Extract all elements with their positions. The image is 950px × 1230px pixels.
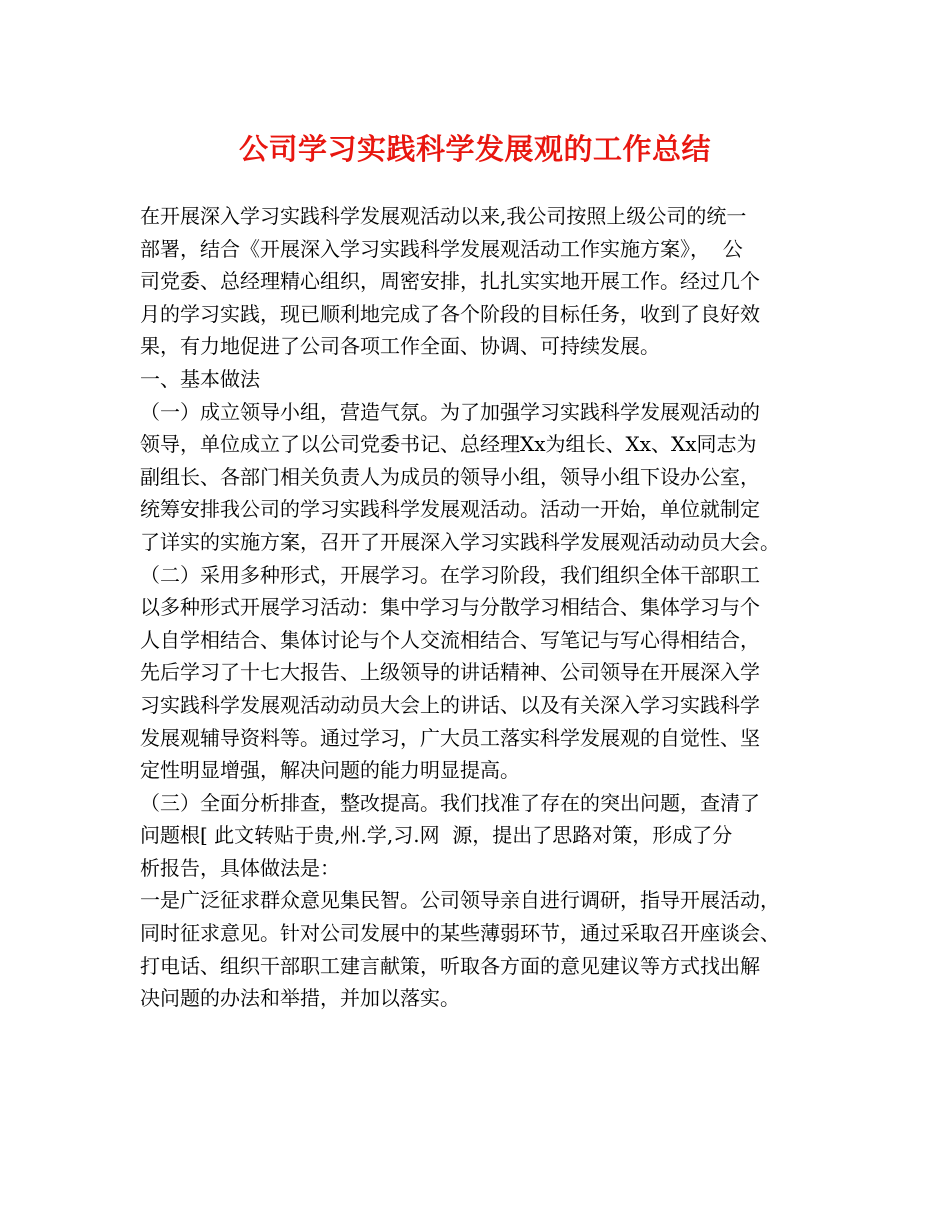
paragraph-line: 人自学相结合、集体讨论与个人交流相结合、写笔记与写心得相结合， — [140, 627, 760, 652]
paragraph-line: 决问题的办法和举措，并加以落实。 — [140, 986, 460, 1011]
document-body — [140, 200, 830, 1015]
paragraph-line: 月的学习实践，现已顺利地完成了各个阶段的目标任务，收到了良好效 — [140, 301, 760, 326]
paragraph-line: 同时征求意见。针对公司发展中的某些薄弱环节，通过采取召开座谈会、 — [140, 921, 780, 946]
paragraph-line: 定性明显增强，解决问题的能力明显提高。 — [140, 758, 520, 783]
paragraph-line: 习实践科学发展观活动动员大会上的讲话、以及有关深入学习实践科学 — [140, 692, 760, 717]
paragraph-line: 析报告，具体做法是： — [140, 855, 340, 880]
paragraph-line: 以多种形式开展学习活动：集中学习与分散学习相结合、集体学习与个 — [140, 595, 760, 620]
paragraph-line: 打电话、组织干部职工建言献策，听取各方面的意见建议等方式找出解 — [140, 953, 760, 978]
paragraph-line: （三）全面分析排查，整改提高。我们找准了存在的突出问题，查清了 — [140, 790, 760, 815]
document-title: 公司学习实践科学发展观的工作总结 — [238, 132, 711, 166]
paragraph-line: （二）采用多种形式，开展学习。在学习阶段，我们组织全体干部职工 — [140, 562, 760, 587]
paragraph-line: 问题根[ 此文转贴于贵,州.学,习.网 源，提出了思路对策，形成了分 — [140, 823, 733, 848]
paragraph-line: 果，有力地促进了公司各项工作全面、协调、可持续发展。 — [140, 334, 660, 359]
paragraph-line: 先后学习了十七大报告、上级领导的讲话精神、公司领导在开展深入学 — [140, 660, 760, 685]
paragraph-line: 了详实的实施方案，召开了开展深入学习实践科学发展观活动动员大会。 — [140, 529, 780, 554]
paragraph-line: （一）成立领导小组，营造气氛。为了加强学习实践科学发展观活动的 — [140, 399, 760, 424]
paragraph-line: 一是广泛征求群众意见集民智。公司领导亲自进行调研，指导开展活动， — [140, 888, 780, 913]
paragraph-line: 统筹安排我公司的学习实践科学发展观活动。活动一开始，单位就制定 — [140, 497, 760, 522]
paragraph-line: 领导，单位成立了以公司党委书记、总经理Xx为组长、Xx、Xx同志为 — [140, 432, 757, 457]
paragraph-line: 发展观辅导资料等。通过学习，广大员工落实科学发展观的自觉性、坚 — [140, 725, 760, 750]
paragraph-line: 副组长、各部门相关负责人为成员的领导小组，领导小组下设办公室， — [140, 464, 760, 489]
paragraph-line: 部署，结合《开展深入学习实践科学发展观活动工作实施方案》， 公 — [140, 236, 743, 261]
paragraph-line: 在开展深入学习实践科学发展观活动以来,我公司按照上级公司的统一 — [140, 204, 747, 228]
paragraph-line: 司党委、总经理精心组织，周密安排，扎扎实实地开展工作。经过几个 — [140, 269, 760, 294]
section-heading: 一、基本做法 — [140, 366, 260, 391]
